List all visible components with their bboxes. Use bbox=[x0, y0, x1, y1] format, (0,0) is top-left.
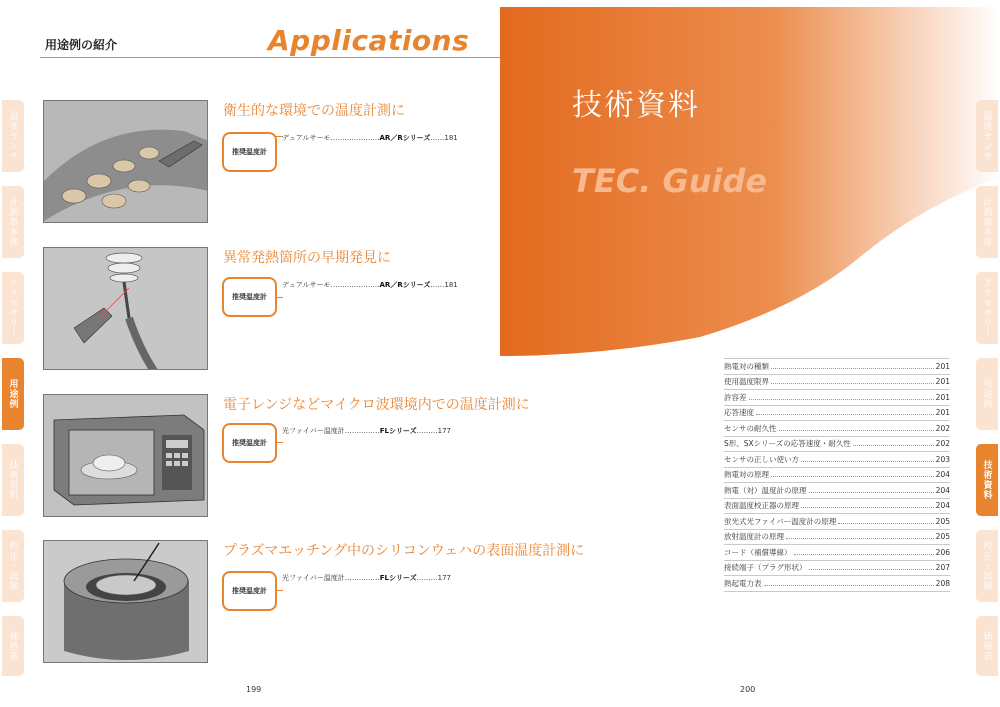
toc-page: 201 bbox=[935, 377, 950, 387]
leader-dots bbox=[801, 507, 934, 508]
toc-page: 206 bbox=[935, 547, 950, 557]
product-series: FLシリーズ bbox=[379, 574, 417, 582]
leader-dots bbox=[771, 368, 934, 369]
toc-title: センサの正しい使い方 bbox=[724, 454, 799, 464]
toc-row[interactable] bbox=[724, 576, 950, 592]
leader-dots bbox=[756, 414, 934, 415]
toc-row[interactable] bbox=[724, 499, 950, 515]
leader-dots: …… bbox=[430, 281, 445, 289]
side-tab-sensor[interactable] bbox=[976, 100, 998, 172]
product-name: デュアルサーモ bbox=[282, 281, 331, 289]
product-name: 光ファイバー温度計 bbox=[282, 574, 345, 582]
side-tab-label: 技術資料 bbox=[981, 460, 992, 500]
leader-dots bbox=[853, 445, 934, 446]
side-tab-label: 校正・試験 bbox=[981, 541, 992, 591]
section-label: 用途例の紹介 bbox=[45, 38, 118, 52]
leader-dots: ………………… bbox=[330, 281, 380, 289]
toc-row[interactable] bbox=[724, 390, 950, 406]
toc-title: 表面温度校正器の原理 bbox=[724, 501, 799, 511]
toc-title: センサの耐久性 bbox=[724, 423, 777, 433]
leader-dots: ………………… bbox=[330, 134, 380, 142]
side-tab-accessory[interactable] bbox=[976, 272, 998, 344]
product-reference[interactable] bbox=[282, 280, 458, 290]
side-tab-accessory[interactable] bbox=[2, 272, 24, 344]
toc-row[interactable] bbox=[724, 530, 950, 546]
toc-page: 208 bbox=[935, 578, 950, 588]
application-heading: 電子レンジなどマイクロ波環境内での温度計測に bbox=[223, 397, 530, 413]
toc-page: 205 bbox=[935, 532, 950, 542]
side-tab-instrument[interactable] bbox=[976, 186, 998, 258]
leader-dots bbox=[786, 538, 934, 539]
hotspot-detection-illustration bbox=[43, 247, 208, 370]
side-tab-calibration[interactable] bbox=[976, 530, 998, 602]
page-number-right: 200 bbox=[740, 685, 756, 694]
side-tab-label: 用途例 bbox=[981, 379, 992, 409]
toc-title: S形、SXシリーズの応答速度・耐久性 bbox=[724, 439, 851, 449]
leader-dots bbox=[771, 383, 934, 384]
leader-dots bbox=[794, 554, 934, 555]
toc-page: 204 bbox=[935, 485, 950, 495]
toc-page: 204 bbox=[935, 501, 950, 511]
toc-page: 202 bbox=[935, 423, 950, 433]
leader-dots: …… bbox=[430, 134, 445, 142]
toc-page: 201 bbox=[935, 361, 950, 371]
toc-row[interactable] bbox=[724, 545, 950, 561]
toc-page: 201 bbox=[935, 408, 950, 418]
side-tab-tech-guide[interactable] bbox=[2, 444, 24, 516]
leader-dots bbox=[771, 476, 934, 477]
leader-dots: ……… bbox=[416, 574, 438, 582]
toc-row[interactable] bbox=[724, 483, 950, 499]
side-tab-calibration[interactable] bbox=[2, 530, 24, 602]
side-tab-instrument[interactable] bbox=[2, 186, 24, 258]
leader-dots bbox=[764, 585, 934, 586]
table-of-contents bbox=[724, 358, 950, 592]
toc-row[interactable] bbox=[724, 452, 950, 468]
toc-row[interactable] bbox=[724, 514, 950, 530]
product-name: デュアルサーモ bbox=[282, 134, 331, 142]
side-tab-applications[interactable] bbox=[2, 358, 24, 430]
side-tab-label: アクセサリー bbox=[7, 278, 18, 338]
side-tab-price-list[interactable] bbox=[976, 616, 998, 676]
toc-title: 使用温度限界 bbox=[724, 377, 769, 387]
recommended-thermometer-badge: 推奨温度計 bbox=[222, 277, 277, 317]
toc-page: 205 bbox=[935, 516, 950, 526]
product-reference[interactable] bbox=[282, 573, 451, 583]
toc-row[interactable] bbox=[724, 375, 950, 391]
page-title-applications: Applications bbox=[268, 24, 470, 57]
leader-dots bbox=[779, 430, 934, 431]
side-tab-label: 価格表 bbox=[7, 631, 18, 661]
section-subtitle: TEC. Guide bbox=[572, 162, 768, 200]
toc-row[interactable] bbox=[724, 406, 950, 422]
side-tab-label: 計測器本体 bbox=[7, 197, 18, 247]
product-reference[interactable] bbox=[282, 426, 451, 436]
side-tab-applications[interactable] bbox=[976, 358, 998, 430]
leader-dots bbox=[749, 399, 934, 400]
recommended-thermometer-badge: 推奨温度計 bbox=[222, 132, 277, 172]
side-tab-label: 技術資料 bbox=[7, 460, 18, 500]
application-heading: プラズマエッチング中のシリコンウェハの表面温度計測に bbox=[223, 543, 585, 559]
toc-row[interactable] bbox=[724, 421, 950, 437]
product-page: 181 bbox=[444, 281, 458, 289]
toc-page: 203 bbox=[935, 454, 950, 464]
toc-title: コード（補償導線） bbox=[724, 547, 792, 557]
side-tab-sensor[interactable] bbox=[2, 100, 24, 172]
leader-dots: …………… bbox=[344, 427, 380, 435]
toc-title: 応答速度 bbox=[724, 408, 754, 418]
leader-dots bbox=[838, 523, 933, 524]
toc-page: 207 bbox=[935, 563, 950, 573]
toc-title: 熱電（対）温度計の原理 bbox=[724, 485, 807, 495]
leader-dots bbox=[809, 492, 934, 493]
recommended-thermometer-badge: 推奨温度計 bbox=[222, 571, 277, 611]
leader-dots bbox=[801, 461, 934, 462]
toc-title: 許容差 bbox=[724, 392, 747, 402]
product-series: AR／Rシリーズ bbox=[379, 281, 431, 289]
product-series: AR／Rシリーズ bbox=[379, 134, 431, 142]
plasma-chamber-illustration bbox=[43, 540, 208, 663]
toc-title: 熱電対の種類 bbox=[724, 361, 769, 371]
side-tab-price-list[interactable] bbox=[2, 616, 24, 676]
side-tab-label: 計測器本体 bbox=[981, 197, 992, 247]
microwave-illustration bbox=[43, 394, 208, 517]
toc-title: 熱電対の原理 bbox=[724, 470, 769, 480]
toc-row[interactable] bbox=[724, 468, 950, 484]
side-tab-label: 用途例 bbox=[7, 379, 18, 409]
conveyor-thermometer-illustration bbox=[43, 100, 208, 223]
toc-title: 熱起電力表 bbox=[724, 578, 762, 588]
leader-dots: …………… bbox=[344, 574, 380, 582]
product-series: FLシリーズ bbox=[379, 427, 417, 435]
toc-title: 蛍光式光ファイバー温度計の原理 bbox=[724, 516, 837, 526]
side-tab-label: 校正・試験 bbox=[7, 541, 18, 591]
side-tab-label: アクセサリー bbox=[981, 278, 992, 338]
header-rule bbox=[40, 57, 500, 58]
leader-dots bbox=[809, 569, 934, 570]
toc-row[interactable] bbox=[724, 359, 950, 375]
toc-title: 放射温度計の原理 bbox=[724, 532, 784, 542]
product-name: 光ファイバー温度計 bbox=[282, 427, 345, 435]
toc-page: 202 bbox=[935, 439, 950, 449]
application-heading: 衛生的な環境での温度計測に bbox=[223, 103, 405, 119]
product-page: 177 bbox=[437, 574, 452, 582]
side-tab-label: 温度センサ bbox=[981, 111, 992, 161]
side-tab-label: 価格表 bbox=[981, 631, 992, 661]
leader-dots: ……… bbox=[416, 427, 438, 435]
side-tab-tech-guide[interactable] bbox=[976, 444, 998, 516]
toc-title: 接続端子（プラグ形状） bbox=[724, 563, 807, 573]
product-page: 181 bbox=[444, 134, 458, 142]
toc-page: 201 bbox=[935, 392, 950, 402]
toc-row[interactable] bbox=[724, 437, 950, 453]
application-heading: 異常発熱箇所の早期発見に bbox=[223, 250, 391, 266]
section-title: 技術資料 bbox=[572, 88, 700, 123]
toc-row[interactable] bbox=[724, 561, 950, 577]
toc-page: 204 bbox=[935, 470, 950, 480]
recommended-thermometer-badge: 推奨温度計 bbox=[222, 423, 277, 463]
product-reference[interactable] bbox=[282, 133, 458, 143]
product-page: 177 bbox=[437, 427, 452, 435]
side-tab-label: 温度センサ bbox=[7, 111, 18, 161]
page-number-left: 199 bbox=[246, 685, 262, 694]
